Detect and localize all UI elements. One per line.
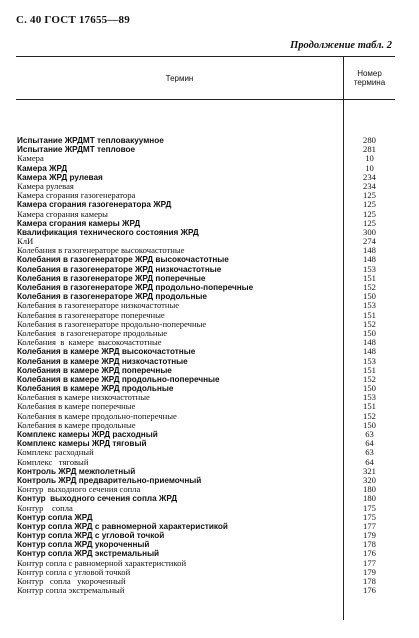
table-row [16, 329, 395, 338]
table-row [16, 467, 395, 476]
term-cell: Контур сопла экстремальный [17, 586, 125, 596]
term-number-cell: 280 [363, 135, 376, 145]
term-cell: Контур сопла [17, 503, 73, 513]
table-row [16, 458, 395, 467]
table-row [16, 320, 395, 329]
term-cell: Колебания в газогенераторе ЖРД низкочастотные [17, 264, 222, 274]
term-number-cell: 64 [365, 456, 374, 467]
term-number-cell: 321 [363, 465, 376, 476]
table-row [16, 522, 395, 531]
term-number-cell: 125 [363, 190, 376, 201]
term-number-cell: 281 [363, 144, 376, 155]
term-number-cell: 234 [363, 171, 376, 182]
term-number-cell: 151 [363, 364, 376, 375]
term-number-cell: 150 [363, 327, 376, 338]
table-row [16, 338, 395, 347]
term-number-cell: 274 [363, 236, 376, 247]
column-divider [343, 100, 344, 620]
term-number-cell: 152 [363, 410, 376, 421]
term-number-cell: 180 [363, 484, 376, 495]
table-row [16, 347, 395, 356]
table-row [16, 412, 395, 421]
table-row [16, 375, 395, 384]
table-row [16, 136, 395, 145]
term-number-cell: 148 [363, 337, 376, 348]
term-cell: Камера [17, 154, 44, 164]
term-number-cell: 148 [363, 245, 376, 256]
table-row [16, 210, 395, 219]
term-cell: Камера сгорания камеры [17, 209, 108, 219]
term-number-cell: 10 [365, 153, 374, 164]
term-number-cell: 180 [363, 493, 376, 504]
table-row [16, 513, 395, 522]
table-row [16, 559, 395, 568]
table-row [16, 421, 395, 430]
term-cell: Комплекс тяговый [17, 457, 89, 467]
table-body [16, 100, 395, 595]
term-number-cell: 125 [363, 208, 376, 219]
term-cell: Колебания в газогенераторе поперечные [17, 310, 165, 320]
table-row [16, 568, 395, 577]
table-row [16, 154, 395, 163]
term-number-cell: 151 [363, 272, 376, 283]
table-row [16, 549, 395, 558]
term-number-cell: 179 [363, 566, 376, 577]
term-cell: Контур сопла ЖРД экстремальный [17, 549, 160, 559]
term-number-cell: 150 [363, 291, 376, 302]
table-row [16, 274, 395, 283]
term-cell: Колебания в газогенераторе высокочастотные [17, 246, 185, 256]
term-cell: Колебания в камере низкочастотные [17, 393, 150, 403]
table-row [16, 200, 395, 209]
term-cell: Квалификация технического состояния ЖРД [17, 227, 199, 237]
term-number-cell: 63 [365, 429, 374, 439]
term-cell: Контур сопла укороченный [17, 577, 126, 586]
term-cell: Контур выходного сечения сопла [17, 485, 141, 495]
term-number-cell: 152 [363, 318, 376, 329]
term-cell: Камера сгорания газогенератора ЖРД [17, 200, 172, 210]
table-row [16, 357, 395, 366]
term-number-cell: 63 [365, 447, 374, 458]
term-cell: Контур сопла ЖРД [17, 512, 93, 522]
term-cell: Камера рулевая [17, 181, 74, 191]
term-cell: Колебания в газогенераторе ЖРД высокочастотные [17, 255, 229, 265]
table-row [16, 265, 395, 274]
term-number-cell: 148 [363, 254, 376, 265]
term-cell: Колебания в камере ЖРД продольные [17, 384, 174, 394]
table-row [16, 485, 395, 494]
term-cell: Колебания в камере ЖРД поперечные [17, 365, 172, 375]
table-row [16, 531, 395, 540]
term-number-cell: 148 [363, 346, 376, 357]
term-number-cell: 177 [363, 520, 376, 531]
term-cell: Контроль ЖРД межполетный [17, 466, 136, 476]
term-number-cell: 177 [363, 557, 376, 568]
term-number-cell: 152 [363, 282, 376, 292]
table-row [16, 164, 395, 173]
term-number-cell: 153 [363, 355, 376, 366]
table-row [16, 228, 395, 237]
term-number-cell: 178 [363, 576, 376, 586]
table-row [16, 504, 395, 513]
table-row [16, 246, 395, 255]
term-cell: Камера сгорания камеры ЖРД [17, 218, 141, 228]
table-row [16, 145, 395, 154]
term-number-cell: 175 [363, 511, 376, 522]
term-number-cell: 320 [363, 474, 376, 485]
term-number-cell: 153 [363, 263, 376, 274]
table-row [16, 292, 395, 301]
table-row [16, 182, 395, 191]
term-number-cell: 125 [363, 199, 376, 210]
term-cell: Испытание ЖРДМТ тепловакуумное [17, 136, 164, 145]
term-cell: Контур сопла ЖРД укороченный [17, 540, 150, 550]
term-number-cell: 151 [363, 401, 376, 412]
table-row [16, 476, 395, 485]
term-cell: Камера ЖРД [17, 163, 68, 173]
column-header-number: Номер термина [353, 69, 386, 87]
table-row [16, 255, 395, 264]
column-header-term: Термин [16, 57, 344, 99]
term-cell: Колебания в камере высокочастотные [17, 338, 162, 348]
table-row [16, 430, 395, 439]
term-number-cell: 10 [365, 162, 374, 173]
term-number-cell: 234 [363, 180, 376, 191]
table-row [16, 448, 395, 457]
terms-table [16, 56, 395, 595]
term-cell: Колебания в камере продольные [17, 420, 136, 430]
term-number-cell: 153 [363, 300, 376, 311]
term-cell: Контур сопла с угловой точкой [17, 567, 131, 577]
table-row [16, 366, 395, 375]
table-row [16, 494, 395, 503]
term-cell: Испытание ЖРДМТ тепловое [17, 145, 136, 155]
table-row [16, 219, 395, 228]
term-cell: Камера сгорания газогенератора [17, 191, 136, 201]
term-cell: Колебания в камере ЖРД низкочастотные [17, 356, 188, 366]
term-number-cell: 300 [363, 226, 376, 237]
term-cell: Колебания в газогенераторе продольные [17, 328, 168, 338]
term-number-cell: 64 [365, 438, 374, 449]
table-row [16, 191, 395, 200]
table-row [16, 393, 395, 402]
term-cell: Комплекс расходный [17, 448, 94, 458]
term-cell: Колебания в камере продольно-поперечные [17, 411, 177, 421]
term-number-cell: 153 [363, 392, 376, 403]
table-top-spacing [16, 100, 395, 136]
term-number-cell: 179 [363, 530, 376, 541]
term-cell: Колебания в газогенераторе продольно-поперечные [17, 319, 207, 329]
page-header-reference: С. 40 ГОСТ 17655—89 [16, 14, 130, 26]
table-row [16, 586, 395, 595]
term-cell: Контур сопла ЖРД с угловой точкой [17, 531, 165, 541]
term-cell: Колебания в газогенераторе ЖРД поперечные [17, 273, 206, 283]
term-cell: Контроль ЖРД предварительно-приемочный [17, 475, 202, 485]
table-row [16, 311, 395, 320]
table-row [16, 301, 395, 310]
term-cell: Колебания в камере ЖРД продольно-поперечные [17, 374, 220, 384]
term-cell: Камера ЖРД рулевая [17, 172, 103, 182]
term-cell: КлИ [17, 237, 34, 247]
term-number-cell: 150 [363, 383, 376, 394]
table-row [16, 402, 395, 411]
term-number-cell: 150 [363, 419, 376, 430]
table-continuation-label: Продолжение табл. 2 [290, 40, 392, 51]
table-row [16, 173, 395, 182]
term-number-cell: 178 [363, 539, 376, 550]
term-cell: Комплекс камеры ЖРД расходный [17, 430, 158, 439]
term-cell: Колебания в камере поперечные [17, 402, 136, 412]
term-cell: Контур выходного сечения сопла ЖРД [17, 494, 178, 504]
table-row [16, 237, 395, 246]
term-cell: Колебания в газогенераторе ЖРД продольные [17, 292, 207, 302]
table-row [16, 540, 395, 549]
term-number-cell: 125 [363, 217, 376, 228]
term-number-cell: 176 [363, 548, 376, 559]
term-cell: Контур сопла с равномерной характеристикой [17, 558, 187, 568]
table-row [16, 577, 395, 586]
term-cell: Колебания в камере ЖРД высокочастотные [17, 347, 196, 357]
term-number-cell: 176 [363, 585, 376, 596]
term-cell: Комплекс камеры ЖРД тяговый [17, 439, 147, 449]
table-row [16, 384, 395, 393]
table-header [16, 57, 395, 100]
table-row [16, 283, 395, 292]
term-number-cell: 151 [363, 309, 376, 320]
term-cell: Колебания в газогенераторе низкочастотные [17, 301, 180, 311]
table-row [16, 439, 395, 448]
term-number-cell: 152 [363, 373, 376, 384]
term-cell: Контур сопла ЖРД с равномерной характеристикой [17, 521, 228, 531]
term-number-cell: 175 [363, 502, 376, 513]
term-cell: Колебания в газогенераторе ЖРД продольно-поперечные [17, 283, 254, 292]
